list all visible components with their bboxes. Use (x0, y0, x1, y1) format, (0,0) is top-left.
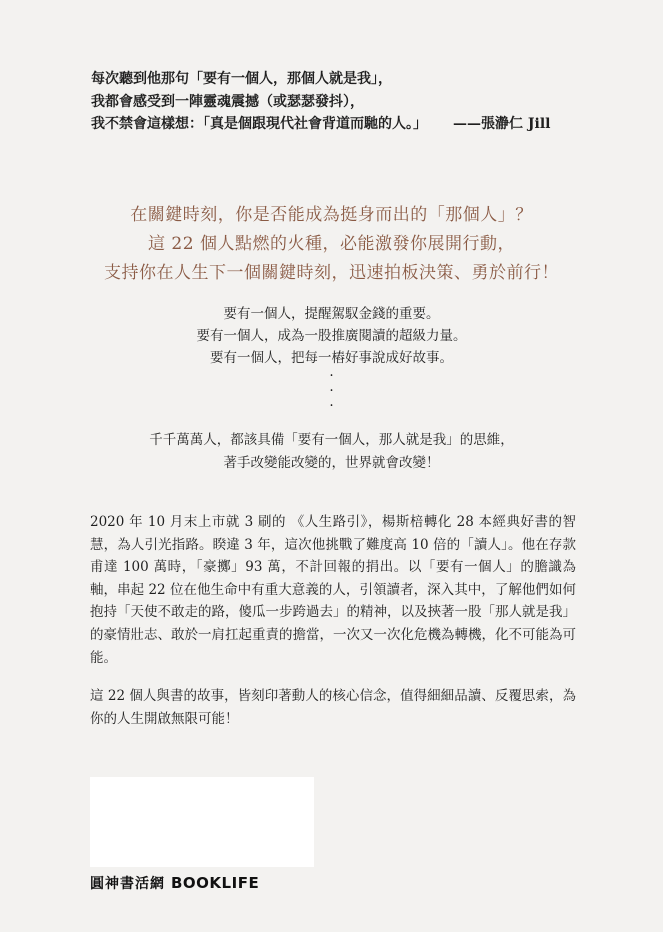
description-paragraph: 2020 年 10 月末上市就 3 刷的 《人生路引》，楊斯棓轉化 28 本經典好書的智慧，為人引光指路。睽違 3 年，這次他挑戰了難度高 10 倍的「讀人」。他在存款甫達 100 萬時，「豪擲」93 萬，不計回報的捐出。以「要有一個人」的膽識為軸，串起 22 位在他生命中有重大意義的人，引領讀者，深入其中，了解他們如何抱持「天使不敢走的路，傻瓜一步跨過去」的精神，以及挾著一股「那人就是我」的豪情壯志、敢於一肩扛起重責的擔當，一次又一次化危機為轉機，化不可能為可能。 (90, 514, 576, 666)
ellipsis-dot: · (329, 398, 334, 414)
quote-line: 每次聽到他那句「要有一個人，那個人就是我」， (91, 71, 392, 87)
publisher-name: 圓神書活網 (90, 876, 165, 892)
endorsement-quote (91, 68, 550, 136)
finale-line: 千千萬萬人，都該具備「要有一個人，那人就是我」的思維， (149, 432, 514, 448)
booklife-logo: BOOKLIFE (171, 874, 260, 892)
publisher-logo (90, 873, 259, 893)
closing-paragraph: 這 22 個人與書的故事，皆刻印著動人的核心信念，值得細細品讀、反覆思索，為你的人生開啟無限可能！ (90, 688, 576, 727)
ellipsis-dot: · (329, 368, 334, 384)
quote-author: ——張瀞仁 Jill (453, 116, 551, 132)
quote-line (91, 113, 550, 136)
finale-line: 著手改變能改變的，世界就會改變！ (223, 454, 440, 471)
quote-text: 我不禁會這樣想：「真是個跟現代社會背道而馳的人。」 (91, 116, 427, 132)
headline-line: 支持你在人生下一個關鍵時刻，迅速拍板決策、勇於前行！ (104, 263, 559, 283)
headline (0, 201, 663, 288)
headline-line: 這 22 個人點燃的火種，必能激發你展開行動， (148, 234, 515, 254)
center-line: 要有一個人，提醒駕馭金錢的重要。 (223, 306, 440, 322)
quote-line: 我都會感受到一陣靈魂震撼（或瑟瑟發抖）， (91, 93, 364, 110)
finale-lines (0, 429, 663, 474)
center-line: 要有一個人，把每一樁好事說成好故事。 (210, 350, 453, 366)
center-line: 要有一個人，成為一股推廣閱讀的超級力量。 (196, 328, 467, 344)
headline-line: 在關鍵時刻，你是否能成為挺身而出的「那個人」？ (130, 205, 533, 225)
barcode-area (90, 777, 314, 867)
ellipsis-dot: · (329, 383, 334, 399)
center-lines (0, 303, 663, 414)
